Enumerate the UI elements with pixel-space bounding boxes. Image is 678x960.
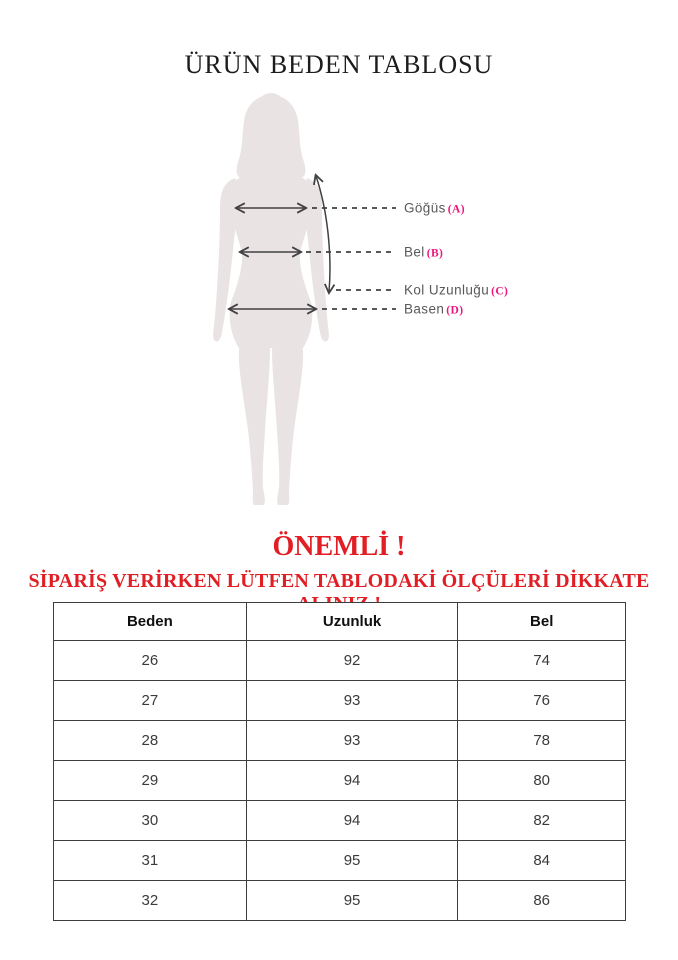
label-chest <box>404 201 465 216</box>
table-cell: 86 <box>458 881 626 921</box>
table-cell: 78 <box>458 721 626 761</box>
important-warning: SİPARİŞ VERİRKEN LÜTFEN TABLODAKİ ÖLÇÜLERİ DİKKATE <box>28 570 650 592</box>
table-row <box>54 841 626 881</box>
table-row <box>54 721 626 761</box>
label-arm-length-text: Kol Uzunluğu <box>404 282 490 298</box>
body-measurement-diagram <box>180 88 540 518</box>
table-cell: 28 <box>54 721 247 761</box>
table-cell: 84 <box>458 841 626 881</box>
table-cell: 26 <box>54 641 247 681</box>
table-cell: 95 <box>246 881 458 921</box>
table-cell: 76 <box>458 681 626 721</box>
size-table-header-row <box>54 603 626 641</box>
header-bel: Bel <box>458 603 626 641</box>
label-waist-letter: (B) <box>426 247 444 260</box>
table-cell: 93 <box>246 681 458 721</box>
label-arm-length-letter: (C) <box>491 285 509 298</box>
table-cell: 32 <box>54 881 247 921</box>
table-row <box>54 881 626 921</box>
label-waist-text: Bel <box>404 244 425 260</box>
label-chest-text: Göğüs <box>404 200 446 216</box>
important-heading: ÖNEMLİ ! <box>272 531 406 562</box>
table-row <box>54 681 626 721</box>
table-cell: 27 <box>54 681 247 721</box>
label-waist <box>404 245 443 260</box>
label-hip-letter: (D) <box>446 304 464 317</box>
label-arm-length <box>404 283 508 298</box>
size-table-body <box>54 641 626 921</box>
female-silhouette <box>213 93 329 505</box>
female-silhouette-figure <box>180 88 540 518</box>
table-cell: 74 <box>458 641 626 681</box>
page-title: ÜRÜN BEDEN TABLOSU <box>184 50 494 79</box>
table-cell: 93 <box>246 721 458 761</box>
table-cell: 29 <box>54 761 247 801</box>
table-cell: 94 <box>246 801 458 841</box>
label-chest-letter: (A) <box>447 203 465 216</box>
table-row <box>54 801 626 841</box>
header-uzunluk: Uzunluk <box>246 603 458 641</box>
label-hip <box>404 302 463 317</box>
table-row <box>54 641 626 681</box>
table-cell: 80 <box>458 761 626 801</box>
table-cell: 30 <box>54 801 247 841</box>
label-hip-text: Basen <box>404 301 445 317</box>
table-row <box>54 761 626 801</box>
size-table <box>53 602 626 921</box>
header-beden: Beden <box>54 603 247 641</box>
table-cell: 95 <box>246 841 458 881</box>
table-cell: 82 <box>458 801 626 841</box>
table-cell: 92 <box>246 641 458 681</box>
table-cell: 31 <box>54 841 247 881</box>
table-cell: 94 <box>246 761 458 801</box>
